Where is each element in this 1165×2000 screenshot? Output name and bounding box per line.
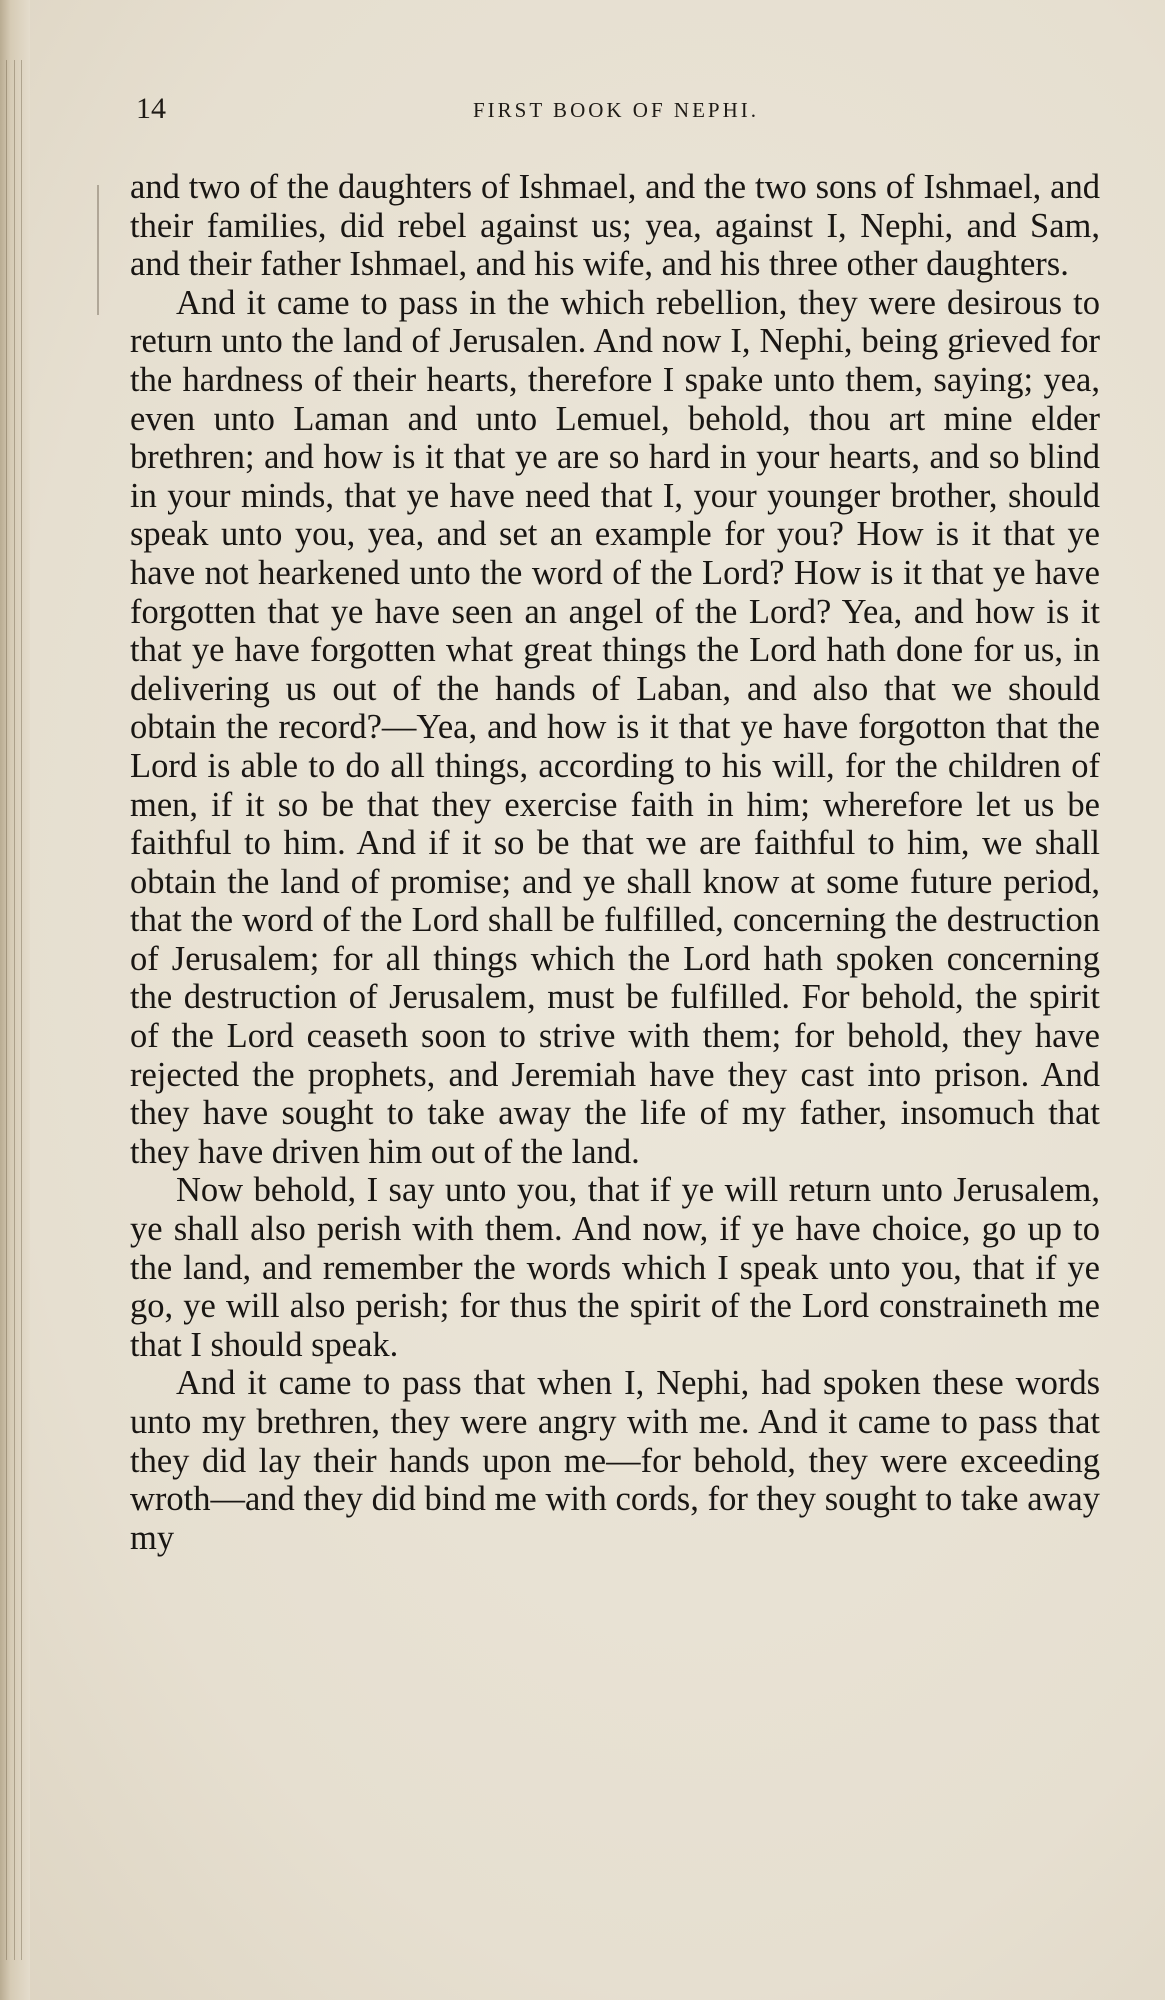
margin-pencil-mark [97, 185, 99, 315]
page-number: 14 [136, 92, 166, 125]
paragraph: Now behold, I say unto you, that if ye will return unto Jerusalem, ye shall also perish with them. And now, if ye have choice, go up to the land, and remember the words which I speak unto you, that if ye go, ye will also perish; for thus the spirit of the Lord constraineth me that I should speak. [130, 1171, 1100, 1364]
binding-edge-line [21, 60, 22, 1960]
running-title: FIRST BOOK OF NEPHI. [473, 98, 759, 122]
body-text [130, 168, 1100, 1557]
paragraph: And it came to pass in the which rebellion, they were desirous to return unto the land of Jerusalen. And now I, Nephi, being grieved for the hardness of their hearts, therefore I spake unto them, saying; yea, even unto Laman and unto Lemuel, behold, thou art mine elder brethren; and how is it that ye are so hard in your hearts, and so blind in your minds, that ye have need that I, your younger brother, should speak unto you, yea, and set an example for you? How is it that ye have not hearkened unto the word of the Lord? How is it that ye have forgotten that ye have seen an angel of the Lord? Yea, and how is it that ye have forgotten what great things the Lord hath done for us, in delivering us out of the hands of Laban, and also that we should obtain the record?—Yea, and how is it that ye have forgotton that the Lord is able to do all things, according to his will, for the children of men, if it so be that they exercise faith in him; wherefore let us be faithful to him. And if it so be that we are faithful to him, we shall obtain the land of promise; and ye shall know at some future period, that the word of the Lord shall be fulfilled, concerning the destruction of Jerusalem; for all things which the Lord hath spoken concerning the destruction of Jerusalem, must be fulfilled. For behold, the spirit of the Lord ceaseth soon to strive with them; for behold, they have rejected the prophets, and Jeremiah have they cast into prison. And they have sought to take away the life of my father, insomuch that they have driven him out of the land. [130, 283, 1100, 1171]
binding-edge-line [14, 60, 15, 1960]
binding-edge-line [6, 60, 7, 1960]
paragraph-continued: and two of the daughters of Ishmael, and the two sons of Ishmael, and their families, did rebel against us; yea, against I, Nephi, and Sam, and their father Ishmael, and his wife, and his three other daughters. [130, 168, 1100, 284]
page-gutter [0, 0, 30, 2000]
page-header [136, 92, 1096, 132]
paragraph: And it came to pass that when I, Nephi, had spoken these words unto my brethren, they were angry with me. And it came to pass that they did lay their hands upon me—for behold, they were exceeding wroth—and they did bind me with cords, for they sought to take away my [130, 1364, 1100, 1557]
